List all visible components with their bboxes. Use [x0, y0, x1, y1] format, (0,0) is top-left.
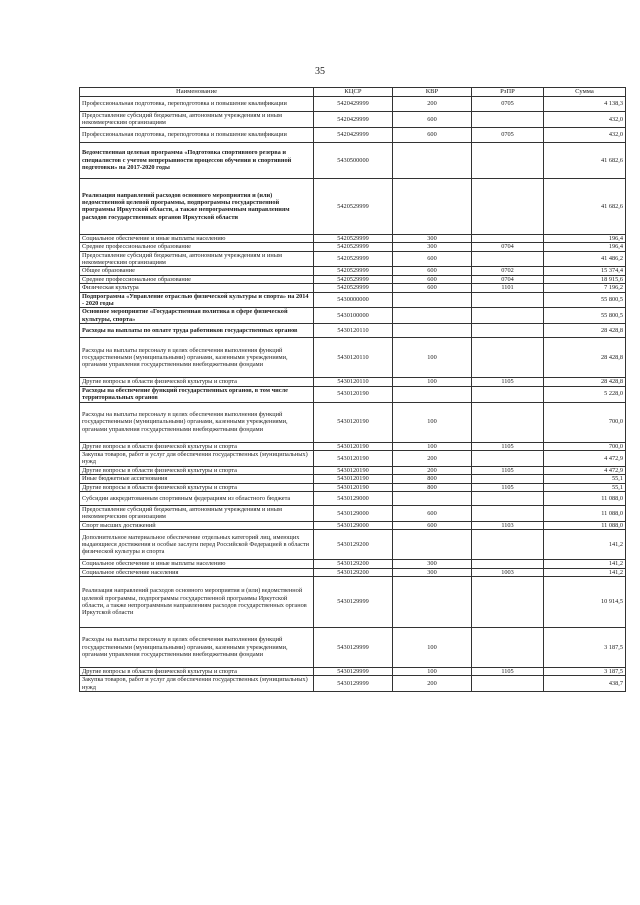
cell-kcsr: 5430120190	[314, 402, 393, 442]
cell-name: Другие вопросы в области физической культуры и спорта	[80, 667, 314, 675]
table-row	[80, 442, 626, 450]
cell-kcsr: 5420529999	[314, 284, 393, 292]
cell-sum: 28 428,8	[544, 378, 626, 386]
table-row	[80, 234, 626, 242]
cell-sum: 18 915,6	[544, 275, 626, 283]
cell-kcsr: 5430100000	[314, 308, 393, 324]
cell-kcsr: 5420529999	[314, 251, 393, 267]
cell-kcsr: 5430120190	[314, 475, 393, 483]
cell-sum: 4 472,9	[544, 466, 626, 474]
table-row	[80, 386, 626, 402]
table-row	[80, 292, 626, 308]
cell-kvr	[393, 491, 472, 505]
cell-rzpr	[472, 450, 544, 466]
cell-kvr	[393, 308, 472, 324]
cell-name: Иные бюджетные ассигнования	[80, 475, 314, 483]
cell-kcsr: 5420429999	[314, 127, 393, 142]
cell-kvr	[393, 142, 472, 178]
cell-rzpr: 1101	[472, 284, 544, 292]
cell-name: Общее образование	[80, 267, 314, 275]
cell-sum: 55,1	[544, 483, 626, 491]
cell-name: Социальное обеспечение населения	[80, 568, 314, 576]
cell-kcsr: 5430120190	[314, 442, 393, 450]
cell-rzpr	[472, 324, 544, 338]
cell-kcsr: 5430120190	[314, 483, 393, 491]
cell-rzpr: 0704	[472, 275, 544, 283]
page-number: 35	[315, 66, 325, 77]
cell-kcsr: 5420529999	[314, 267, 393, 275]
cell-kcsr: 5420529999	[314, 275, 393, 283]
cell-kvr	[393, 178, 472, 234]
table-row	[80, 667, 626, 675]
cell-name: Профессиональная подготовка, переподготовка и повышение квалификации	[80, 127, 314, 142]
cell-kvr: 600	[393, 112, 472, 128]
cell-name: Расходы на выплаты персоналу в целях обеспечения выполнения функций государственными (муниципальными) органами, казенными учреждениями, органами управления государственными внебюджетными фондами	[80, 402, 314, 442]
cell-rzpr: 0704	[472, 243, 544, 251]
cell-name: Среднее профессиональное образование	[80, 243, 314, 251]
table-row	[80, 267, 626, 275]
cell-name: Реализация направлений расходов основного мероприятия и (или) ведомственной целевой программы, подпрограммы государственной программы Иркутской области, а также непрограммным направлениям расходов государственных органов Иркутской области	[80, 576, 314, 627]
cell-kcsr: 5430129200	[314, 530, 393, 560]
cell-kvr: 200	[393, 97, 472, 112]
cell-kvr: 600	[393, 505, 472, 521]
cell-kvr: 100	[393, 627, 472, 667]
cell-kcsr: 5420529999	[314, 234, 393, 242]
table-row	[80, 378, 626, 386]
cell-rzpr: 1105	[472, 442, 544, 450]
cell-sum: 55 800,5	[544, 292, 626, 308]
table-row	[80, 97, 626, 112]
cell-kvr: 100	[393, 442, 472, 450]
cell-rzpr	[472, 402, 544, 442]
budget-table	[79, 87, 626, 692]
cell-sum: 28 428,8	[544, 338, 626, 378]
table-row	[80, 676, 626, 692]
cell-sum: 11 088,0	[544, 521, 626, 529]
cell-kvr: 600	[393, 275, 472, 283]
cell-rzpr	[472, 338, 544, 378]
cell-sum: 196,4	[544, 234, 626, 242]
table-row	[80, 308, 626, 324]
cell-kvr: 100	[393, 338, 472, 378]
cell-rzpr	[472, 560, 544, 568]
table-row	[80, 251, 626, 267]
cell-kcsr: 5430129999	[314, 667, 393, 675]
header-kcsr: КЦСР	[314, 88, 393, 97]
table-row	[80, 402, 626, 442]
cell-rzpr	[472, 178, 544, 234]
cell-name: Предоставление субсидий бюджетным, автономным учреждениям и иным некоммерческим организациям	[80, 505, 314, 521]
cell-kcsr: 5430129000	[314, 505, 393, 521]
cell-name: Предоставление субсидий бюджетным, автономным учреждениям и иным некоммерческим организациям	[80, 251, 314, 267]
cell-kcsr: 5430120190	[314, 386, 393, 402]
cell-rzpr: 1105	[472, 667, 544, 675]
table-row	[80, 112, 626, 128]
cell-kcsr: 5430120190	[314, 450, 393, 466]
cell-sum: 7 196,2	[544, 284, 626, 292]
cell-kcsr: 5420529999	[314, 243, 393, 251]
cell-name: Реализация направлений расходов основного мероприятия и (или) ведомственной целевой программы, подпрограммы государственной программы Иркутской области, а также непрограммным направлениям расходов государственных органов Иркутской области	[80, 178, 314, 234]
header-kvr: КВР	[393, 88, 472, 97]
cell-rzpr	[472, 142, 544, 178]
cell-name: Ведомственная целевая программа «Подготовка спортивного резерва и специалистов с учетом непрерывности процессов обучения и спортивной подготовки» на 2017-2020 годы	[80, 142, 314, 178]
cell-kvr: 300	[393, 560, 472, 568]
table-row	[80, 560, 626, 568]
table-row	[80, 466, 626, 474]
cell-kcsr: 5430129999	[314, 627, 393, 667]
cell-kcsr: 5430129999	[314, 676, 393, 692]
table-row	[80, 324, 626, 338]
cell-name: Среднее профессиональное образование	[80, 275, 314, 283]
table-row	[80, 338, 626, 378]
cell-sum: 41 486,2	[544, 251, 626, 267]
header-sum: Сумма	[544, 88, 626, 97]
table-row	[80, 627, 626, 667]
table-row	[80, 505, 626, 521]
cell-sum: 11 088,0	[544, 491, 626, 505]
cell-sum: 141,2	[544, 530, 626, 560]
cell-sum: 700,0	[544, 402, 626, 442]
cell-sum: 11 088,0	[544, 505, 626, 521]
table-row	[80, 178, 626, 234]
cell-kvr: 200	[393, 466, 472, 474]
cell-name: Другие вопросы в области физической культуры и спорта	[80, 483, 314, 491]
table-row	[80, 576, 626, 627]
cell-rzpr	[472, 386, 544, 402]
cell-rzpr: 1105	[472, 466, 544, 474]
cell-rzpr	[472, 292, 544, 308]
cell-name: Физическая культура	[80, 284, 314, 292]
cell-name: Субсидии аккредитованным спортивным федерациям из областного бюджета	[80, 491, 314, 505]
table-row	[80, 530, 626, 560]
cell-kvr: 800	[393, 483, 472, 491]
cell-name: Закупка товаров, работ и услуг для обеспечения государственных (муниципальных) нужд	[80, 676, 314, 692]
cell-rzpr: 1105	[472, 378, 544, 386]
cell-name: Расходы на обеспечение функций государственных органов, в том числе территориальных органов	[80, 386, 314, 402]
cell-rzpr	[472, 475, 544, 483]
cell-kcsr: 5430120110	[314, 324, 393, 338]
cell-sum: 700,0	[544, 442, 626, 450]
cell-rzpr: 0702	[472, 267, 544, 275]
header-rzpr: РзПР	[472, 88, 544, 97]
table-body	[80, 97, 626, 692]
cell-sum: 4 138,3	[544, 97, 626, 112]
cell-rzpr	[472, 251, 544, 267]
table-row	[80, 568, 626, 576]
cell-name: Основное мероприятие «Государственная политика в сфере физической культуры, спорта»	[80, 308, 314, 324]
cell-rzpr: 1105	[472, 483, 544, 491]
cell-sum: 28 428,8	[544, 324, 626, 338]
cell-name: Расходы на выплаты по оплате труда работников государственных органов	[80, 324, 314, 338]
cell-name: Расходы на выплаты персоналу в целях обеспечения выполнения функций государственными (муниципальными) органами, казенными учреждениями, органами управления государственными внебюджетными фондами	[80, 338, 314, 378]
cell-sum: 438,7	[544, 676, 626, 692]
cell-name: Дополнительное материальное обеспечение отдельных категорий лиц, имеющих выдающиеся достижения и особые заслуги перед Российской Федерацией в области физической культуры и спорта	[80, 530, 314, 560]
cell-sum: 4 472,9	[544, 450, 626, 466]
cell-kvr: 100	[393, 402, 472, 442]
cell-sum: 55 800,5	[544, 308, 626, 324]
cell-sum: 141,2	[544, 560, 626, 568]
cell-kvr: 300	[393, 234, 472, 242]
table-row	[80, 142, 626, 178]
cell-rzpr	[472, 676, 544, 692]
cell-rzpr	[472, 627, 544, 667]
table-row	[80, 521, 626, 529]
cell-rzpr	[472, 491, 544, 505]
cell-kvr	[393, 576, 472, 627]
cell-rzpr: 0705	[472, 97, 544, 112]
cell-rzpr: 1103	[472, 521, 544, 529]
cell-kcsr: 5430120110	[314, 378, 393, 386]
cell-kvr: 300	[393, 243, 472, 251]
cell-rzpr: 1003	[472, 568, 544, 576]
table-row	[80, 483, 626, 491]
cell-rzpr	[472, 234, 544, 242]
header-name: Наименование	[80, 88, 314, 97]
cell-kvr: 600	[393, 521, 472, 529]
cell-name: Социальное обеспечение и иные выплаты населению	[80, 234, 314, 242]
table-row	[80, 450, 626, 466]
cell-kvr: 200	[393, 676, 472, 692]
cell-sum: 3 187,5	[544, 667, 626, 675]
table-row	[80, 475, 626, 483]
cell-kvr: 600	[393, 127, 472, 142]
cell-name: Спорт высших достижений	[80, 521, 314, 529]
cell-kcsr: 5430129000	[314, 521, 393, 529]
cell-sum: 3 187,5	[544, 627, 626, 667]
cell-sum: 55,1	[544, 475, 626, 483]
cell-sum: 41 682,6	[544, 142, 626, 178]
cell-kcsr: 5420429999	[314, 112, 393, 128]
table-header-row	[80, 88, 626, 97]
cell-kcsr: 5420529999	[314, 178, 393, 234]
cell-kcsr: 5430129999	[314, 576, 393, 627]
cell-kvr	[393, 324, 472, 338]
cell-kcsr: 5420429999	[314, 97, 393, 112]
cell-sum: 10 914,5	[544, 576, 626, 627]
cell-name: Другие вопросы в области физической культуры и спорта	[80, 466, 314, 474]
table-row	[80, 243, 626, 251]
cell-kcsr: 5430129200	[314, 568, 393, 576]
cell-kvr: 600	[393, 284, 472, 292]
cell-rzpr	[472, 308, 544, 324]
cell-kvr	[393, 386, 472, 402]
cell-kvr: 200	[393, 450, 472, 466]
cell-sum: 196,4	[544, 243, 626, 251]
cell-kvr: 100	[393, 667, 472, 675]
cell-sum: 5 228,0	[544, 386, 626, 402]
cell-sum: 41 682,6	[544, 178, 626, 234]
cell-kcsr: 5430120110	[314, 338, 393, 378]
cell-kcsr: 5430500000	[314, 142, 393, 178]
cell-kvr	[393, 292, 472, 308]
cell-rzpr	[472, 112, 544, 128]
cell-rzpr	[472, 505, 544, 521]
cell-name: Закупка товаров, работ и услуг для обеспечения государственных (муниципальных) нужд	[80, 450, 314, 466]
cell-kvr	[393, 530, 472, 560]
cell-kvr: 100	[393, 378, 472, 386]
cell-name: Профессиональная подготовка, переподготовка и повышение квалификации	[80, 97, 314, 112]
cell-kvr: 800	[393, 475, 472, 483]
table-row	[80, 284, 626, 292]
cell-name: Другие вопросы в области физической культуры и спорта	[80, 378, 314, 386]
cell-sum: 141,2	[544, 568, 626, 576]
cell-sum: 432,0	[544, 112, 626, 128]
cell-rzpr	[472, 576, 544, 627]
cell-kcsr: 5430129000	[314, 491, 393, 505]
cell-kcsr: 5430129200	[314, 560, 393, 568]
cell-kcsr: 5430120190	[314, 466, 393, 474]
table-row	[80, 491, 626, 505]
cell-kvr: 300	[393, 568, 472, 576]
cell-sum: 15 374,4	[544, 267, 626, 275]
cell-name: Подпрограмма «Управление отраслью физической культуры и спорта» на 2014 - 2020 годы	[80, 292, 314, 308]
cell-rzpr: 0705	[472, 127, 544, 142]
cell-name: Другие вопросы в области физической культуры и спорта	[80, 442, 314, 450]
cell-kvr: 600	[393, 251, 472, 267]
cell-rzpr	[472, 530, 544, 560]
cell-kvr: 600	[393, 267, 472, 275]
cell-kcsr: 5430000000	[314, 292, 393, 308]
cell-name: Социальное обеспечение и иные выплаты населению	[80, 560, 314, 568]
table-row	[80, 275, 626, 283]
cell-name: Предоставление субсидий бюджетным, автономным учреждениям и иным некоммерческим организациям	[80, 112, 314, 128]
table-row	[80, 127, 626, 142]
cell-sum: 432,0	[544, 127, 626, 142]
cell-name: Расходы на выплаты персоналу в целях обеспечения выполнения функций государственными (муниципальными) органами, казенными учреждениями, органами управления государственными внебюджетными фондами	[80, 627, 314, 667]
